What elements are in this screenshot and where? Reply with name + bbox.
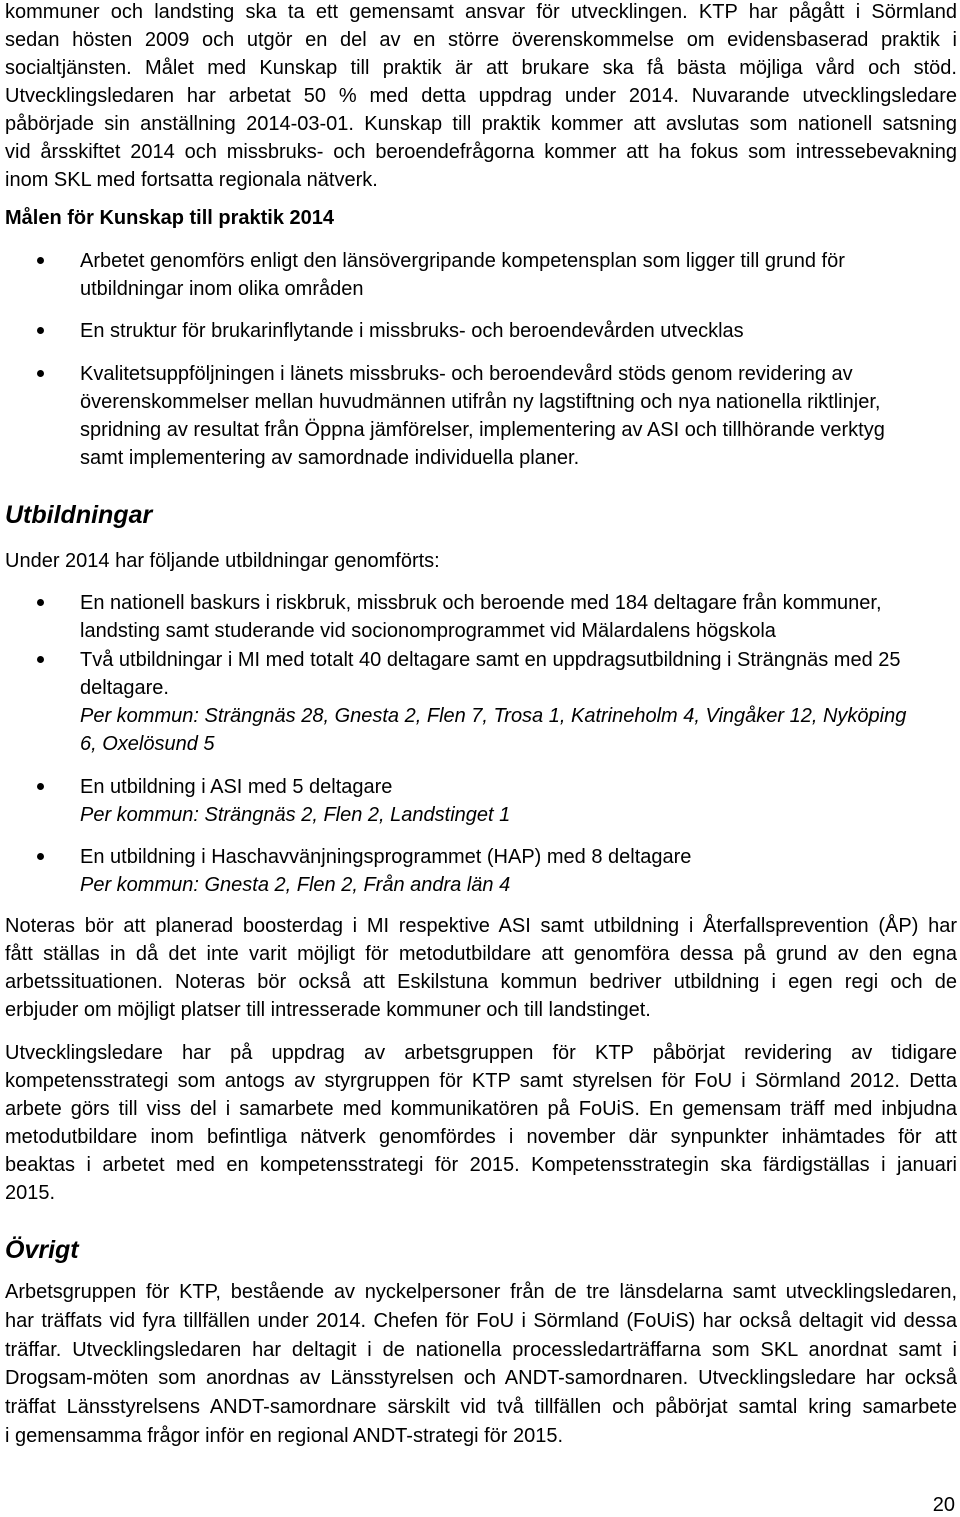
note-paragraph xyxy=(5,912,957,1024)
paragraph-line: i gemensamma frågor inför en regional ANDT-strategi för 2015. xyxy=(5,1424,564,1447)
paragraph-line: Noteras bör att planerad boosterdag i MI respektive ASI samt utbildning i Återfallsprevention (ÅP) har xyxy=(5,915,957,937)
intro-paragraph xyxy=(5,0,957,194)
paragraph-line: träffat Länsstyrelsens ANDT-samordnare särskilt vid två tillfällen och påbörjat samtal kring samarbete xyxy=(5,1396,957,1419)
paragraph-line: Drogsam-möten som anordnas av Länsstyrelsen och ANDT-samordnaren. Utvecklingsledare har också xyxy=(5,1367,957,1390)
training-item-text xyxy=(80,646,958,758)
item-line: En struktur för brukarinflytande i missbruks- och beroendevården utvecklas xyxy=(80,320,744,342)
other-paragraph xyxy=(5,1278,957,1451)
item-line: En utbildning i Haschavvänjningsprogrammet (HAP) med 8 deltagare xyxy=(80,846,692,868)
paragraph-line: träffar. Utvecklingsledaren har deltagit i de nationella processledarträffarna som SKL anordnat samt i xyxy=(5,1338,957,1361)
bullet-icon xyxy=(37,257,44,264)
paragraph-line: kommuner och landsting ska ta ett gemensamt ansvar för utvecklingen. KTP har pågått i Sörmland xyxy=(5,1,957,23)
paragraph-line: arbetssituationen. Noteras bör också att Eskilstuna kommun bedriver utbildning i egen regi och de xyxy=(5,971,957,993)
paragraph-line: 2015. xyxy=(5,1182,56,1204)
paragraph-line: har träffats vid fyra tillfällen under 2014. Chefen för FoU i Sörmland (FoUiS) har också deltagit vid dessa xyxy=(5,1309,957,1332)
item-line: deltagare. xyxy=(80,677,169,699)
item-line: Arbetet genomförs enligt den länsövergripande kompetensplan som ligger till grund för xyxy=(80,250,845,272)
goal-item-text xyxy=(80,317,958,345)
per-municipality-line: 6, Oxelösund 5 xyxy=(80,733,215,755)
bullet-icon xyxy=(37,370,44,377)
page-number: 20 xyxy=(932,1494,955,1516)
item-line: Kvalitetsuppföljningen i länets missbruks- och beroendevård stöds genom revidering av xyxy=(80,363,853,385)
goal-item-text xyxy=(80,360,958,472)
paragraph-line: Utvecklingsledare har på uppdrag av arbetsgruppen för KTP påbörjat revidering av tidigare xyxy=(5,1042,957,1064)
trainings-heading: Utbildningar xyxy=(5,501,153,529)
goal-item-text xyxy=(80,247,958,303)
item-line: utbildningar inom olika områden xyxy=(80,278,364,300)
item-line: En utbildning i ASI med 5 deltagare xyxy=(80,776,393,798)
bullet-icon xyxy=(37,853,44,860)
paragraph-line: beaktas i arbetet med en kompetensstrategi för 2015. Kompetensstrategin ska färdigställas i januari xyxy=(5,1154,957,1176)
training-item-text xyxy=(80,589,958,645)
item-line: Två utbildningar i MI med totalt 40 deltagare samt en uppdragsutbildning i Strängnäs med 25 xyxy=(80,649,901,671)
item-line: landsting samt studerande vid socionomprogrammet vid Mälardalens högskola xyxy=(80,620,776,642)
item-line: samt implementering av samordnade individuella planer. xyxy=(80,447,580,469)
paragraph-line: kompetensstrategi som antogs av styrgruppen för KTP samt styrelsen för FoU i Sörmland 2012. Detta xyxy=(5,1070,957,1092)
per-municipality-line: Per kommun: Strängnäs 28, Gnesta 2, Flen 7, Trosa 1, Katrineholm 4, Vingåker 12, Nyköping xyxy=(80,705,907,727)
bullet-icon xyxy=(37,327,44,334)
paragraph-line: socialtjänsten. Målet med Kunskap till praktik är att brukare ska få bästa möjliga vård och stöd. xyxy=(5,57,957,79)
paragraph-line: påbörjade sin anställning 2014-03-01. Kunskap till praktik kommer att avslutas som nationell satsning xyxy=(5,113,957,135)
item-line: spridning av resultat från Öppna jämförelser, implementering av ASI och tillhörande verktyg xyxy=(80,419,885,441)
trainings-lead: Under 2014 har följande utbildningar genomförts: xyxy=(5,550,440,572)
paragraph-line: erbjuder om möjligt platser till intresserade kommuner och till landstinget. xyxy=(5,999,651,1021)
goals-heading: Målen för Kunskap till praktik 2014 xyxy=(5,207,334,229)
training-item-text xyxy=(80,773,958,829)
paragraph-line: sedan hösten 2009 och utgör en del av en större överenskommelse om evidensbaserad praktik i xyxy=(5,29,957,51)
paragraph-line: arbete görs till viss del i samarbete med kommunikatören på FoUiS. En gemensam träff med inbjudna xyxy=(5,1098,957,1120)
training-item-text xyxy=(80,843,958,899)
per-municipality-line: Per kommun: Strängnäs 2, Flen 2, Landstinget 1 xyxy=(80,804,511,826)
per-municipality-line: Per kommun: Gnesta 2, Flen 2, Från andra län 4 xyxy=(80,874,511,896)
paragraph-line: metodutbildare inom befintliga nätverk genomfördes i november där synpunkter inhämtades för att xyxy=(5,1126,957,1148)
paragraph-line: Arbetsgruppen för KTP, bestående av nyckelpersoner från de tre länsdelarna samt utvecklingsledaren, xyxy=(5,1281,957,1303)
paragraph-line: Utvecklingsledaren har arbetat 50 % med detta uppdrag under 2014. Nuvarande utvecklingsledare xyxy=(5,85,957,107)
paragraph-line: vid årsskiftet 2014 och missbruks- och beroendefrågorna kommer att ha fokus som intressebevakning xyxy=(5,141,957,163)
paragraph-line: fått ställas in då det inte varit möjligt för metodutbildare att genomföra dessa på grund av den egna xyxy=(5,943,957,965)
bullet-icon xyxy=(37,656,44,663)
paragraph-line: inom SKL med fortsatta regionala nätverk. xyxy=(5,169,378,191)
item-line: En nationell baskurs i riskbruk, missbruk och beroende med 184 deltagare från kommuner, xyxy=(80,592,882,614)
bullet-icon xyxy=(37,783,44,790)
bullet-icon xyxy=(37,599,44,606)
other-heading: Övrigt xyxy=(5,1236,79,1264)
strategy-paragraph xyxy=(5,1039,957,1207)
item-line: överenskommelser mellan huvudmännen utifrån ny lagstiftning och nya nationella riktlinjer, xyxy=(80,391,881,413)
